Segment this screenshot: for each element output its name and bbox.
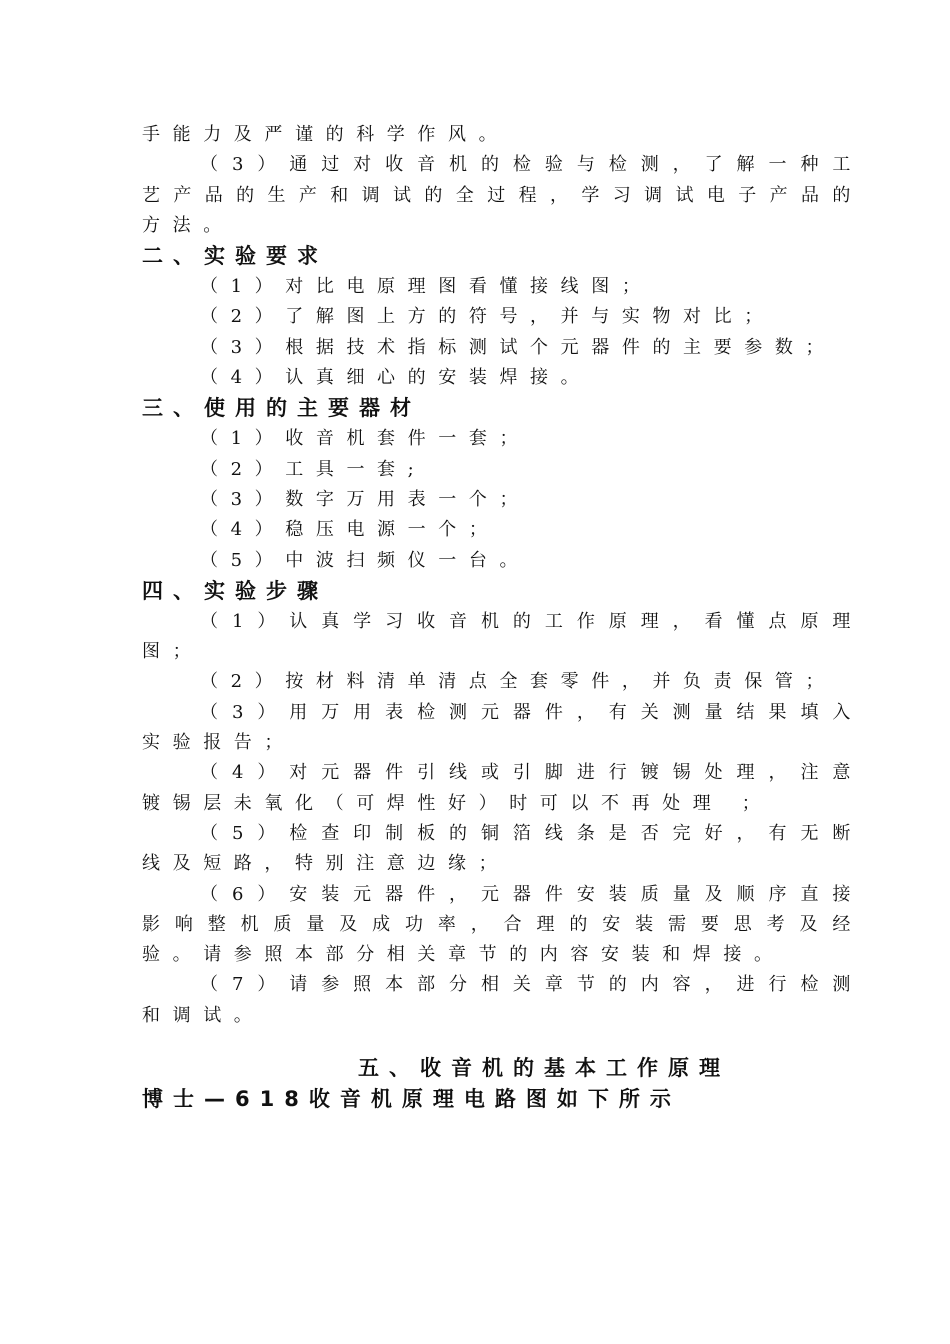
section-5-heading: 五、收音机的基本工作原理 [358, 1056, 730, 1081]
step-paragraph: （5）检查印制板的铜箔线条是否完好，有无断线及短路，特别注意边缘； [142, 822, 863, 875]
step-paragraph: （4）对元器件引线或引脚进行镀锡处理，注意镀锡层未氧化（可焊性好）时可以不再处理 ； [142, 762, 863, 814]
list-item: （3）根据技术指标测试个元器件的主要参数； [200, 336, 837, 358]
intro-line-1: 手能力及严谨的科学作风。 [142, 124, 510, 145]
list-item: （4）稳压电源一个； [200, 519, 500, 541]
section-3-list [142, 424, 863, 575]
list-item: （2）工具一套; [200, 458, 427, 480]
list-item: （1）对比电原理图看懂接线图； [200, 276, 653, 298]
step-paragraph: （7）请参照本部分相关章节的内容，进行检测和调试。 [142, 974, 863, 1026]
section-5-subtitle: 博士—618收音机原理电路图如下所示 [142, 1087, 681, 1112]
list-item: （4）认真细心的安装焊接。 [200, 367, 592, 389]
list-item: （3）数字万用表一个； [200, 488, 531, 510]
section-2-heading: 二、实验要求 [142, 244, 328, 269]
section-2-list [142, 272, 863, 393]
list-item: （1）收音机套件一套； [200, 428, 531, 450]
list-item: （2）了解图上方的符号，并与实物对比； [200, 306, 775, 328]
intro-paragraph-3: （3）通过对收音机的检验与检测，了解一种工艺产品的生产和调试的全过程，学习调试电子产品的方法。 [142, 154, 863, 236]
section-3-heading: 三、使用的主要器材 [142, 396, 421, 421]
section-4-heading: 四、实验步骤 [142, 578, 328, 603]
step-paragraph: （2）按材料清单清点全套零件，并负责保管； [200, 671, 837, 693]
document-page [142, 120, 863, 1115]
step-paragraph: （3）用万用表检测元器件，有关测量结果填入实验报告； [142, 701, 863, 754]
section-gap [142, 1031, 863, 1053]
section-4-steps [142, 607, 863, 1031]
list-item: （5）中波扫频仪一台。 [200, 549, 531, 571]
step-paragraph: （1）认真学习收音机的工作原理，看懂点原理图； [142, 610, 863, 663]
step-paragraph: （6）安装元器件，元器件安装质量及顺序直接影响整机质量及成功率，合理的安装需要思考及经验。请参照本部分相关章节的内容安装和焊接。 [142, 883, 863, 966]
